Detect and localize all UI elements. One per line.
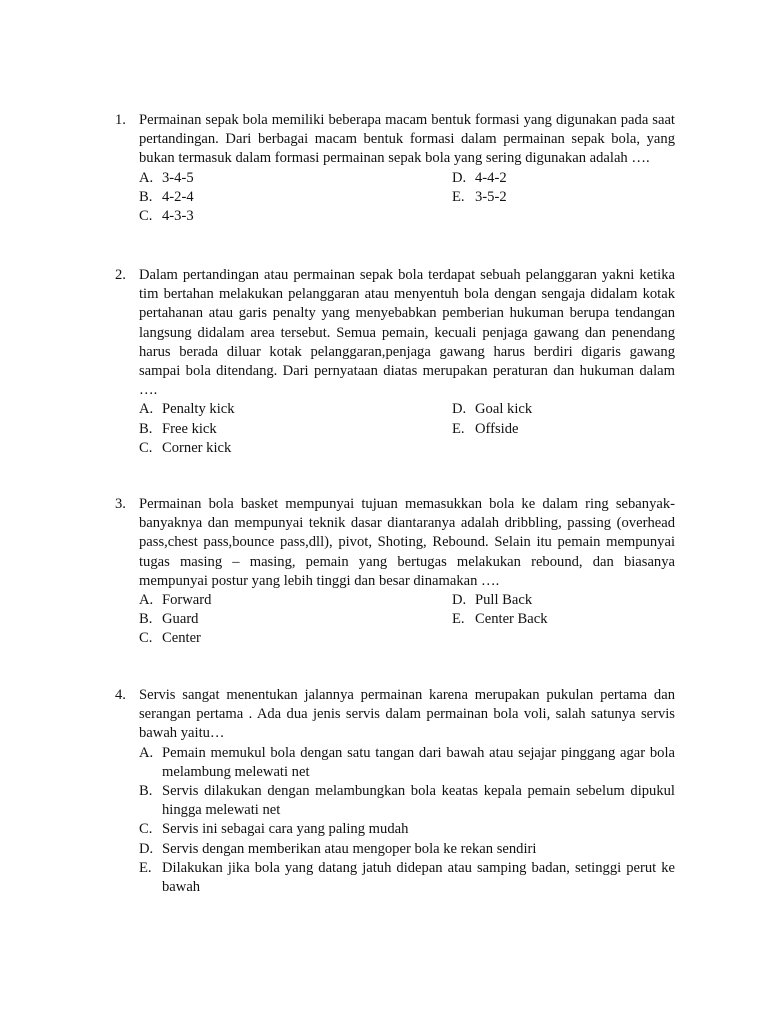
question-text: Dalam pertandingan atau permainan sepak bola terdapat sebuah pelanggaran yakni ketika tim bertahan melakukan pelanggaran atau menyentuh bola dengan sengaja didalam kotak pertahanan atau garis penalty yang menyebabkan pemberian hukuman berupa tendangan langsung didalam area tersebut. Semua pemain, kecuali penjaga gawang dan penendang harus berada diluar kotak pelanggaran,penjaga gawang harus berdiri digaris gawang sampai bola ditendang. Dari pernyataan diatas merupakan peraturan dan hukuman dalam …. <box>139 267 675 399</box>
option-e: E. Dilakukan jika bola yang datang jatuh didepan atau samping badan, setinggi perut ke bawah <box>139 859 675 896</box>
option-c: C. Servis ini sebagai cara yang paling mudah <box>139 821 409 838</box>
option-c: C. Center <box>139 630 201 647</box>
option-c: C. Corner kick <box>139 439 232 456</box>
option-b: B. 4-2-4 <box>139 188 194 205</box>
option-d: D. 4-4-2 <box>452 169 507 186</box>
option-a: A. 3-4-5 <box>139 169 194 186</box>
option-e: E. Offside <box>452 420 519 437</box>
question-number: 4. <box>115 687 126 703</box>
option-b: B. Servis dilakukan dengan melambungkan bola keatas kepala pemain sebelum dipukul hingga melewati net <box>139 783 675 819</box>
option-b: B. Guard <box>139 611 199 628</box>
question-3 <box>115 495 675 649</box>
option-d: D. Pull Back <box>452 592 533 609</box>
option-d: D. Goal kick <box>452 401 533 418</box>
question-text: Servis sangat menentukan jalannya permainan karena merupakan pukulan pertama dan serangan pertama . Ada dua jenis servis dalam permainan bola voli, salah satunya servis bawah yaitu… <box>139 687 675 742</box>
options <box>139 169 675 227</box>
option-a: A. Forward <box>139 592 212 609</box>
question-text: Permainan sepak bola memiliki beberapa macam bentuk formasi yang digunakan pada saat pertandingan. Dari berbagai macam bentuk formasi dalam permainan sepak bola, yang bukan termasuk dalam formasi permainan sepak bola yang sering digunakan adalah …. <box>139 112 675 167</box>
question-number: 2. <box>115 267 126 283</box>
options <box>139 591 675 649</box>
question-number: 1. <box>115 112 126 128</box>
option-a: A. Pemain memukul bola dengan satu tangan dari bawah atau sejajar pinggang agar bola melambung melewati net <box>139 744 675 780</box>
option-a: A. Penalty kick <box>139 401 235 418</box>
question-2 <box>115 266 675 458</box>
question-1 <box>115 111 675 226</box>
option-c: C. 4-3-3 <box>139 208 194 225</box>
options <box>139 744 675 898</box>
option-e: E. 3-5-2 <box>452 188 507 205</box>
option-e: E. Center Back <box>452 611 548 628</box>
options <box>139 400 675 458</box>
question-number: 3. <box>115 496 126 512</box>
question-4 <box>115 686 675 897</box>
option-b: B. Free kick <box>139 420 217 437</box>
option-d: D. Servis dengan memberikan atau mengoper bola ke rekan sendiri <box>139 840 537 857</box>
question-text: Permainan bola basket mempunyai tujuan memasukkan bola ke dalam ring sebanyak-banyaknya dan mempunyai teknik dasar diantaranya adalah dribbling, passing (overhead pass,chest pass,bounce pass,dll), pivot, Shoting, Rebound. Selain itu pemain mempunyai tugas masing – masing, pemain yang bertugas melakukan rebound, dan biasanya mempunyai postur yang lebih tinggi dan besar dinamakan …. <box>139 496 675 589</box>
